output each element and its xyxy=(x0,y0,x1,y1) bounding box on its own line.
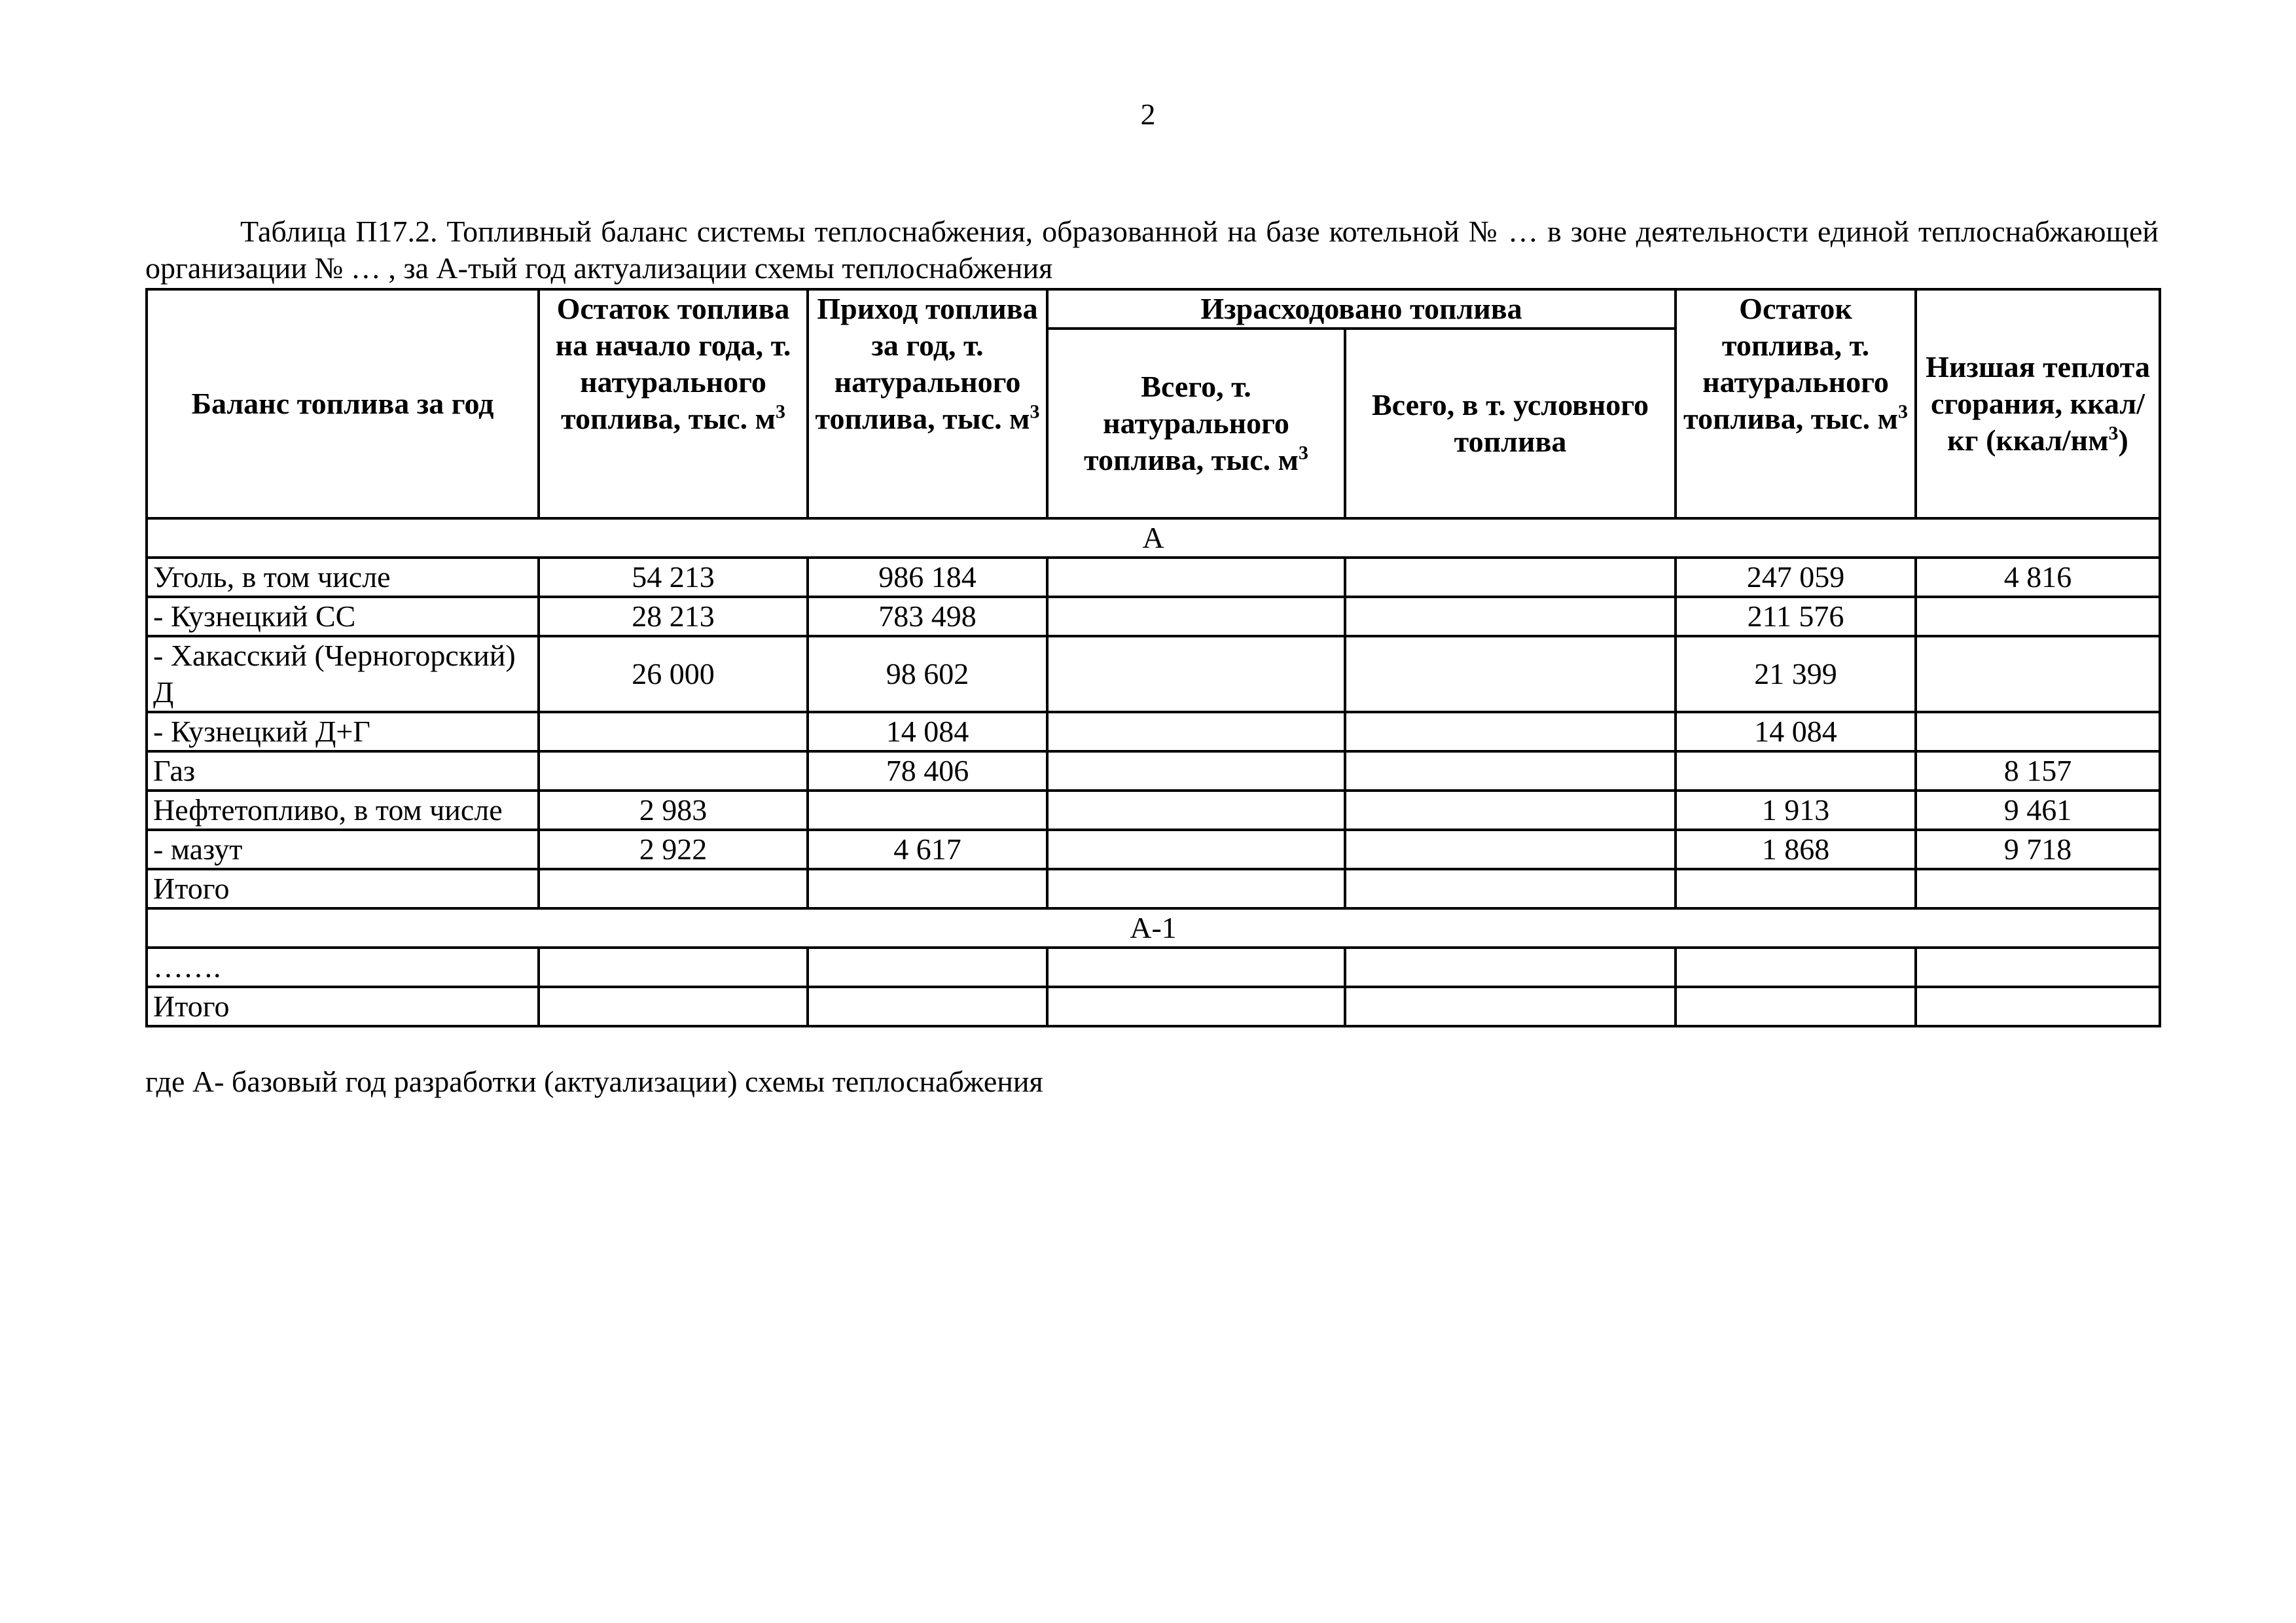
section-row-a xyxy=(147,518,2160,558)
footnote: где А- базовый год разработки (актуализации) схемы теплоснабжения xyxy=(145,1065,1043,1098)
cell-spent-conventional xyxy=(1345,558,1676,597)
cell-spent-conventional xyxy=(1345,636,1676,712)
cell-income xyxy=(808,869,1047,908)
table-row xyxy=(147,751,2160,791)
page-number: 2 xyxy=(1140,98,1156,131)
cell-spent-natural xyxy=(1047,869,1345,908)
cell-end-stock: 14 084 xyxy=(1676,712,1916,751)
header-end-stock-text: Остаток топлива, т. натурального топлива, тыс. м xyxy=(1683,292,1898,435)
cell-income: 783 498 xyxy=(808,597,1047,636)
cell-start-stock: 2 922 xyxy=(539,830,808,869)
cell-spent-conventional xyxy=(1345,751,1676,791)
header-start-stock-text: Остаток топлива на начало года, т. натурального топлива, тыс. м xyxy=(555,292,791,435)
empty-cell xyxy=(1345,948,1676,987)
cell-calorific: 4 816 xyxy=(1916,558,2160,597)
empty-cell xyxy=(539,948,808,987)
table-row xyxy=(147,791,2160,830)
cell-income xyxy=(808,791,1047,830)
cell-calorific: 9 718 xyxy=(1916,830,2160,869)
cell-spent-conventional xyxy=(1345,712,1676,751)
empty-cell xyxy=(1047,987,1345,1026)
header-calorific-close: ) xyxy=(2118,423,2128,457)
superscript-3: 3 xyxy=(1030,401,1040,423)
cell-start-stock xyxy=(539,712,808,751)
header-spent-natural xyxy=(1047,329,1345,518)
empty-cell xyxy=(1676,948,1916,987)
cell-start-stock: 54 213 xyxy=(539,558,808,597)
cell-income: 98 602 xyxy=(808,636,1047,712)
cell-end-stock: 21 399 xyxy=(1676,636,1916,712)
row-label: Газ xyxy=(147,751,539,791)
table-row xyxy=(147,597,2160,636)
superscript-3: 3 xyxy=(1298,442,1308,464)
cell-spent-natural xyxy=(1047,558,1345,597)
cell-start-stock: 2 983 xyxy=(539,791,808,830)
cell-spent-natural xyxy=(1047,712,1345,751)
row-label: Итого xyxy=(147,987,539,1026)
empty-cell xyxy=(1916,987,2160,1026)
header-spent-conventional: Всего, в т. условного топлива xyxy=(1345,329,1676,518)
cell-spent-natural xyxy=(1047,597,1345,636)
cell-spent-conventional xyxy=(1345,597,1676,636)
fuel-balance-table-wrapper xyxy=(145,288,2159,1027)
empty-cell xyxy=(1345,987,1676,1026)
row-label: ……. xyxy=(147,948,539,987)
header-calorific xyxy=(1916,289,2160,518)
table-row xyxy=(147,712,2160,751)
cell-spent-conventional xyxy=(1345,869,1676,908)
table-row xyxy=(147,869,2160,908)
empty-cell xyxy=(1676,987,1916,1026)
section-label: А xyxy=(147,518,2160,558)
row-label: Нефтетопливо, в том числе xyxy=(147,791,539,830)
table-row xyxy=(147,830,2160,869)
table-body xyxy=(147,518,2160,1026)
cell-end-stock: 247 059 xyxy=(1676,558,1916,597)
header-income xyxy=(808,289,1047,518)
row-label: - Кузнецкий Д+Г xyxy=(147,712,539,751)
cell-calorific xyxy=(1916,712,2160,751)
empty-cell xyxy=(539,987,808,1026)
empty-cell xyxy=(808,987,1047,1026)
header-calorific-text: Низшая теплота сгорания, ккал/кг (ккал/нм xyxy=(1926,350,2150,457)
header-end-stock xyxy=(1676,289,1916,518)
row-label: - мазут xyxy=(147,830,539,869)
cell-income: 4 617 xyxy=(808,830,1047,869)
cell-end-stock: 1 868 xyxy=(1676,830,1916,869)
empty-cell xyxy=(1047,948,1345,987)
superscript-3: 3 xyxy=(775,401,785,423)
table-row xyxy=(147,636,2160,712)
cell-calorific xyxy=(1916,597,2160,636)
cell-calorific: 8 157 xyxy=(1916,751,2160,791)
cell-calorific: 9 461 xyxy=(1916,791,2160,830)
cell-start-stock: 28 213 xyxy=(539,597,808,636)
cell-income: 986 184 xyxy=(808,558,1047,597)
cell-spent-natural xyxy=(1047,636,1345,712)
fuel-balance-table xyxy=(145,288,2161,1027)
cell-calorific xyxy=(1916,869,2160,908)
section-row-a1 xyxy=(147,908,2160,948)
table-row xyxy=(147,987,2160,1026)
header-balance: Баланс топлива за год xyxy=(147,289,539,518)
cell-end-stock: 1 913 xyxy=(1676,791,1916,830)
cell-end-stock xyxy=(1676,869,1916,908)
table-row xyxy=(147,558,2160,597)
cell-spent-natural xyxy=(1047,751,1345,791)
cell-calorific xyxy=(1916,636,2160,712)
superscript-3: 3 xyxy=(2108,422,2119,444)
cell-start-stock xyxy=(539,751,808,791)
table-row xyxy=(147,948,2160,987)
header-income-text: Приход топлива за год, т. натурального топлива, тыс. м xyxy=(815,292,1038,435)
cell-spent-conventional xyxy=(1345,791,1676,830)
cell-spent-natural xyxy=(1047,830,1345,869)
header-spent-natural-text: Всего, т. натурального топлива, тыс. м xyxy=(1084,370,1299,476)
row-label: Уголь, в том числе xyxy=(147,558,539,597)
cell-income: 78 406 xyxy=(808,751,1047,791)
header-start-stock xyxy=(539,289,808,518)
cell-income: 14 084 xyxy=(808,712,1047,751)
cell-end-stock xyxy=(1676,751,1916,791)
empty-cell xyxy=(1916,948,2160,987)
header-spent-group: Израсходовано топлива xyxy=(1047,289,1676,329)
table-caption: Таблица П17.2. Топливный баланс системы теплоснабжения, образованной на базе котельной № … в зоне деятельности единой теплоснабжающей организации № … , за А-тый год актуализации схемы теплоснабжения xyxy=(145,215,2159,285)
row-label: - Кузнецкий СС xyxy=(147,597,539,636)
cell-start-stock xyxy=(539,869,808,908)
row-label: - Хакасский (Черногорский) Д xyxy=(147,636,539,712)
section-label: А-1 xyxy=(147,908,2160,948)
cell-spent-natural xyxy=(1047,791,1345,830)
cell-spent-conventional xyxy=(1345,830,1676,869)
superscript-3: 3 xyxy=(1897,401,1908,423)
cell-start-stock: 26 000 xyxy=(539,636,808,712)
cell-end-stock: 211 576 xyxy=(1676,597,1916,636)
empty-cell xyxy=(808,948,1047,987)
row-label: Итого xyxy=(147,869,539,908)
header-row-1 xyxy=(147,289,2160,329)
